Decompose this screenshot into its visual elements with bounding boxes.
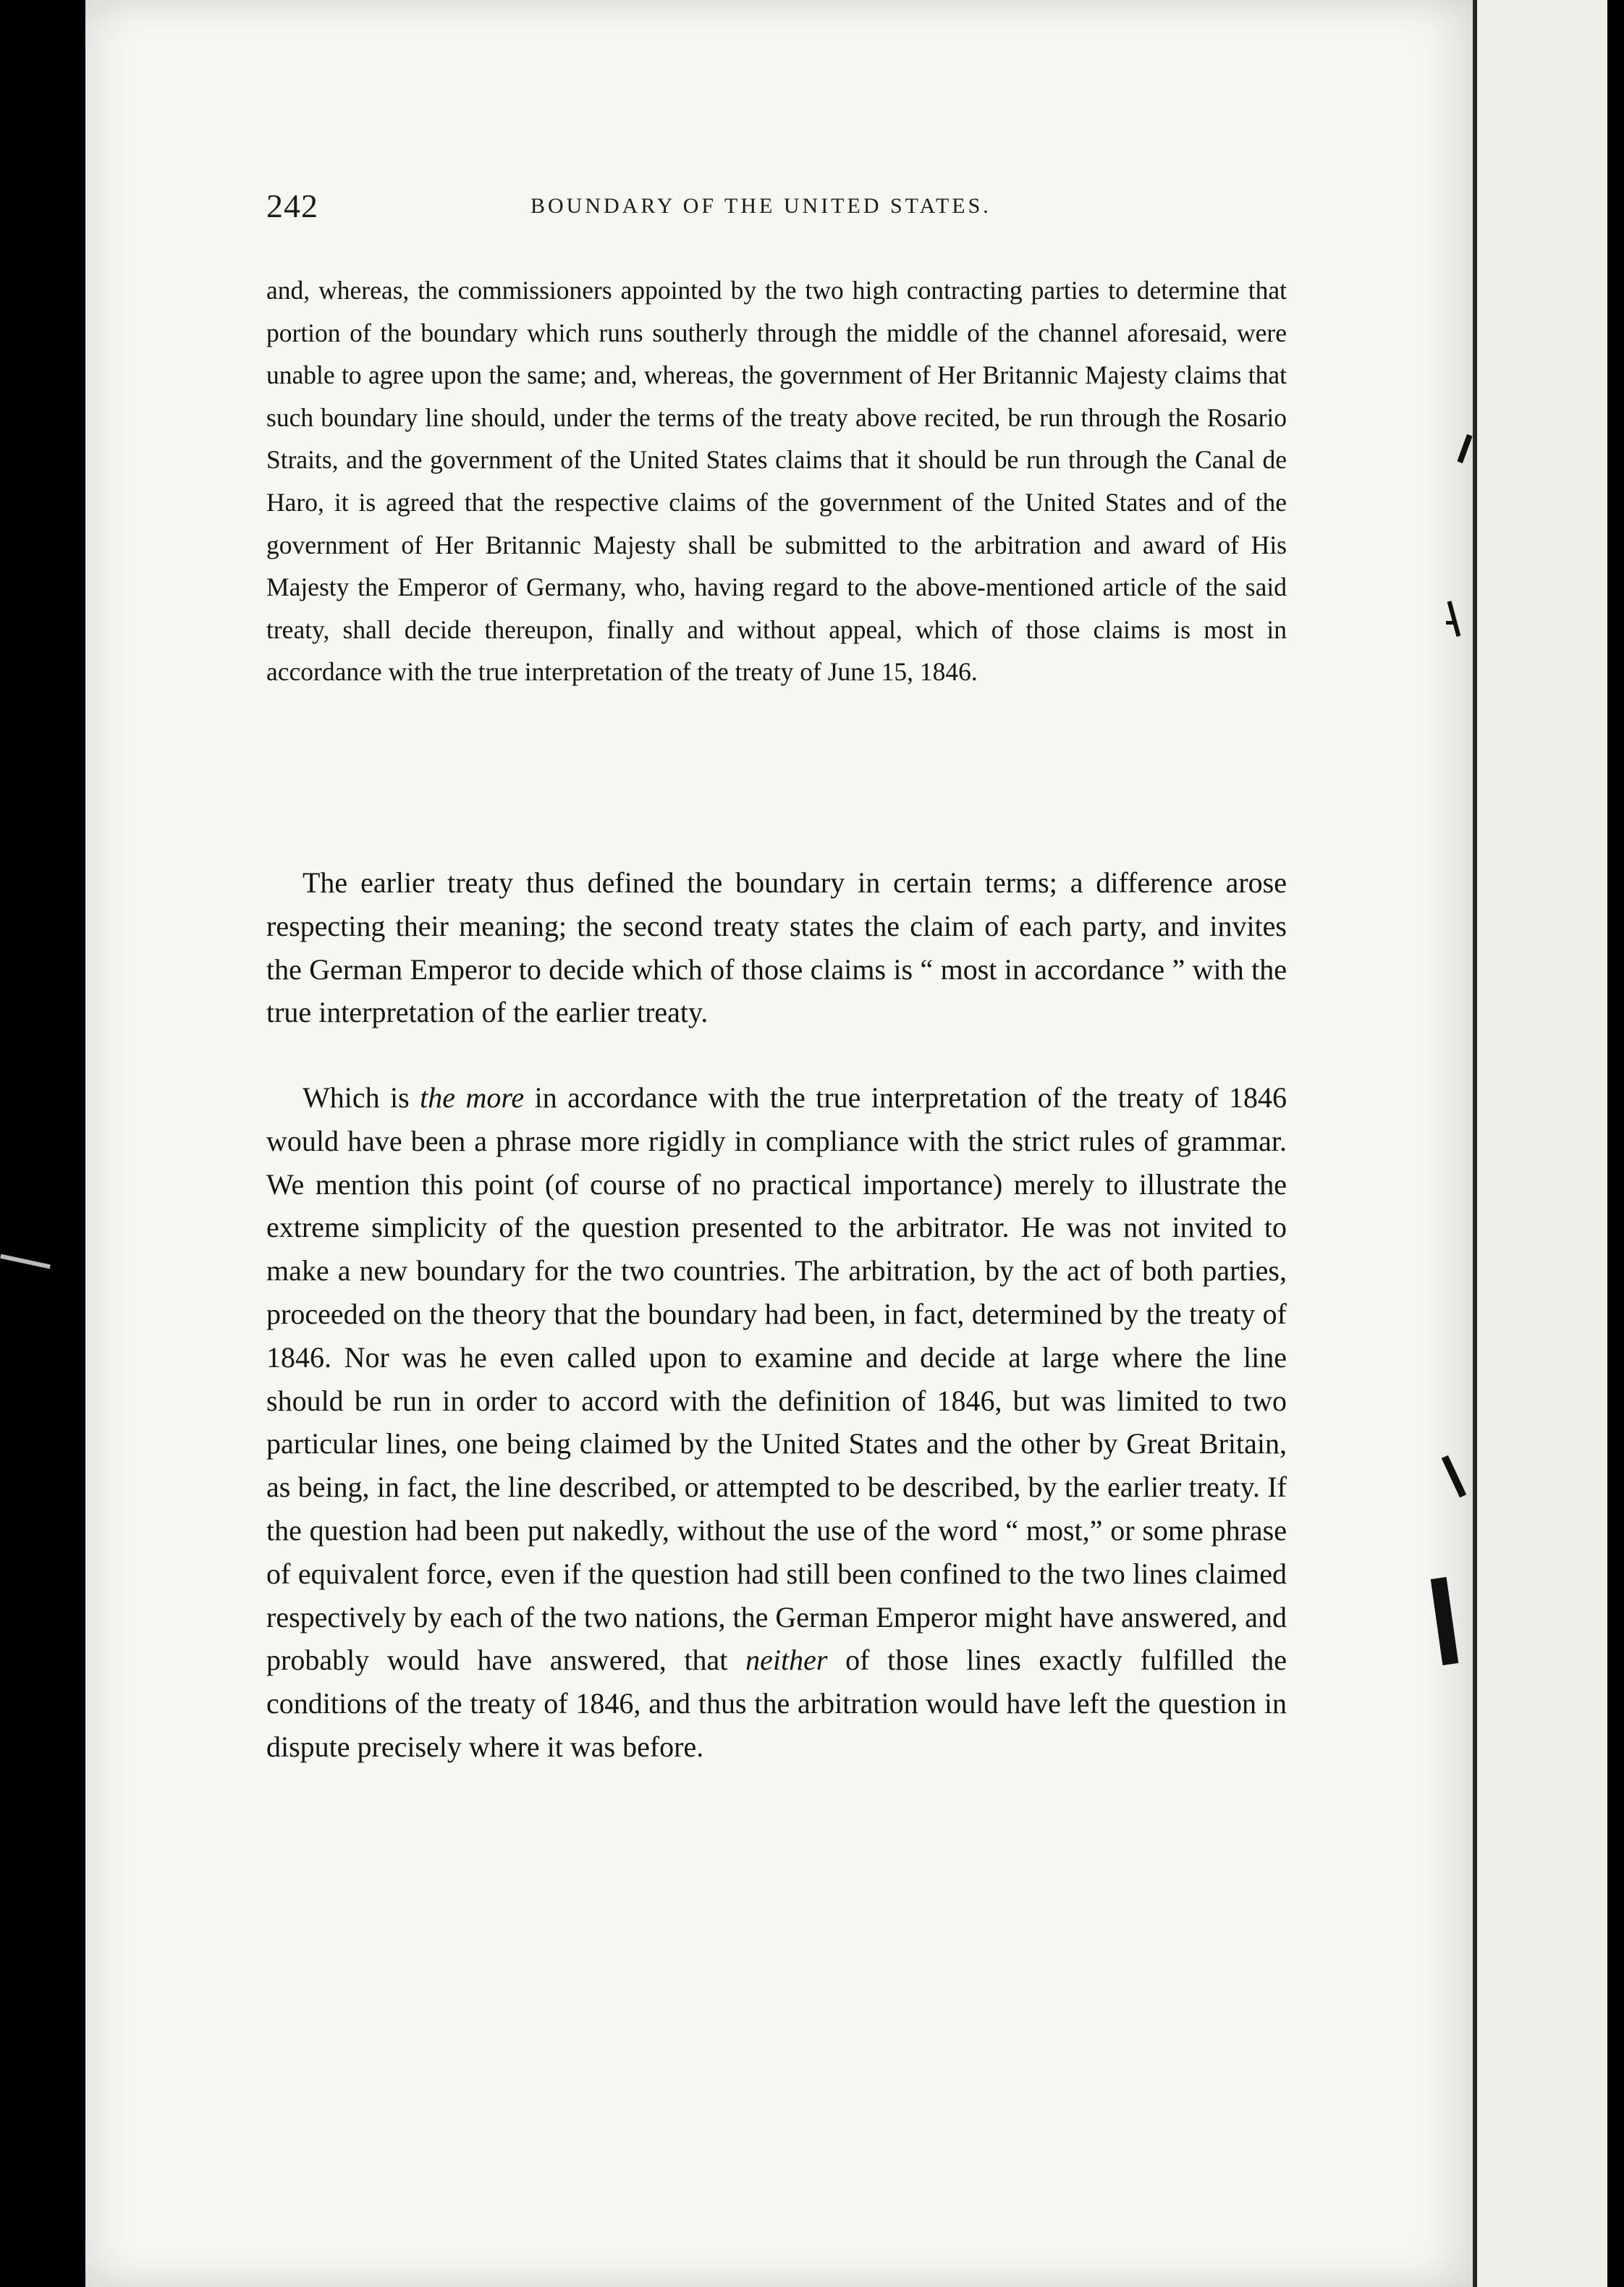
paragraph-text: of those lines exactly fulfilled the conditions of the treaty of 1846, and thus the arbitration would have left the question in dispute precisely where it was before. — [266, 1644, 1287, 1763]
italic-word: neither — [745, 1644, 828, 1677]
italic-phrase: the more — [420, 1081, 525, 1114]
running-head — [266, 187, 1308, 230]
paragraph-earlier-treaty — [266, 861, 1287, 1034]
quoted-treaty-text: and, whereas, the commissioners appointed by the two high contracting parties to determine that portion of the boundary which runs southerly through the middle of the channel aforesaid, were unable to agree upon the same; and, whereas, the government of Her Britannic Majesty claims that such boundary line should, under the terms of the treaty above recited, be run through the Rosario Straits, and the government of the United States claims that it should be run through the Canal de Haro, it is agreed that the respective claims of the government of the United States and of the government of Her Britannic Majesty shall be submitted to the arbitration and award of His Majesty the Emperor of Germany, who, having regard to the above-mentioned article of the said treaty, shall decide thereupon, finally and without appeal, which of those claims is most in accordance with the true interpretation of the treaty of June 15, 1846. — [266, 276, 1287, 687]
paragraph-text: Which is — [303, 1081, 420, 1114]
running-title: BOUNDARY OF THE UNITED STATES. — [530, 194, 991, 218]
margin-scan-artifact — [0, 1254, 51, 1269]
paragraph-interpretation — [266, 1076, 1287, 1769]
adjacent-page-edge — [1475, 0, 1607, 2287]
paragraph-text: The earlier treaty thus defined the boundary in certain terms; a difference arose respecting their meaning; the second treaty states the claim of each party, and invites the German Emperor to decide which of those claims is “ most in accordance ” with the true interpretation of the earlier treaty. — [266, 866, 1287, 1029]
page-number: 242 — [266, 187, 318, 224]
ink-mark — [1446, 621, 1456, 625]
paragraph-text: in accordance with the true interpretation of the treaty of 1846 would have been a phrase more rigidly in compliance with the strict rules of grammar. We mention this point (of course of no practical importance) merely to illustrate the extreme simplicity of the question presented to the arbitrator. He was not invited to make a new boundary for the two countries. The arbitration, by the act of both parties, proceeded on the theory that the boundary had been, in fact, determined by the treaty of 1846. Nor was he even called upon to examine and decide at large where the line should be run in order to accord with the definition of 1846, but was limited to two particular lines, one being claimed by the United States and the other by Great Britain, as being, in fact, the line described, or attempted to be described, by the earlier treaty. If the question had been put nakedly, without the use of the word “ most,” or some phrase of equivalent force, even if the question had still been confined to the two lines claimed respectively by each of the two nations, the German Emperor might have answered, and probably would have answered, that — [266, 1081, 1287, 1677]
